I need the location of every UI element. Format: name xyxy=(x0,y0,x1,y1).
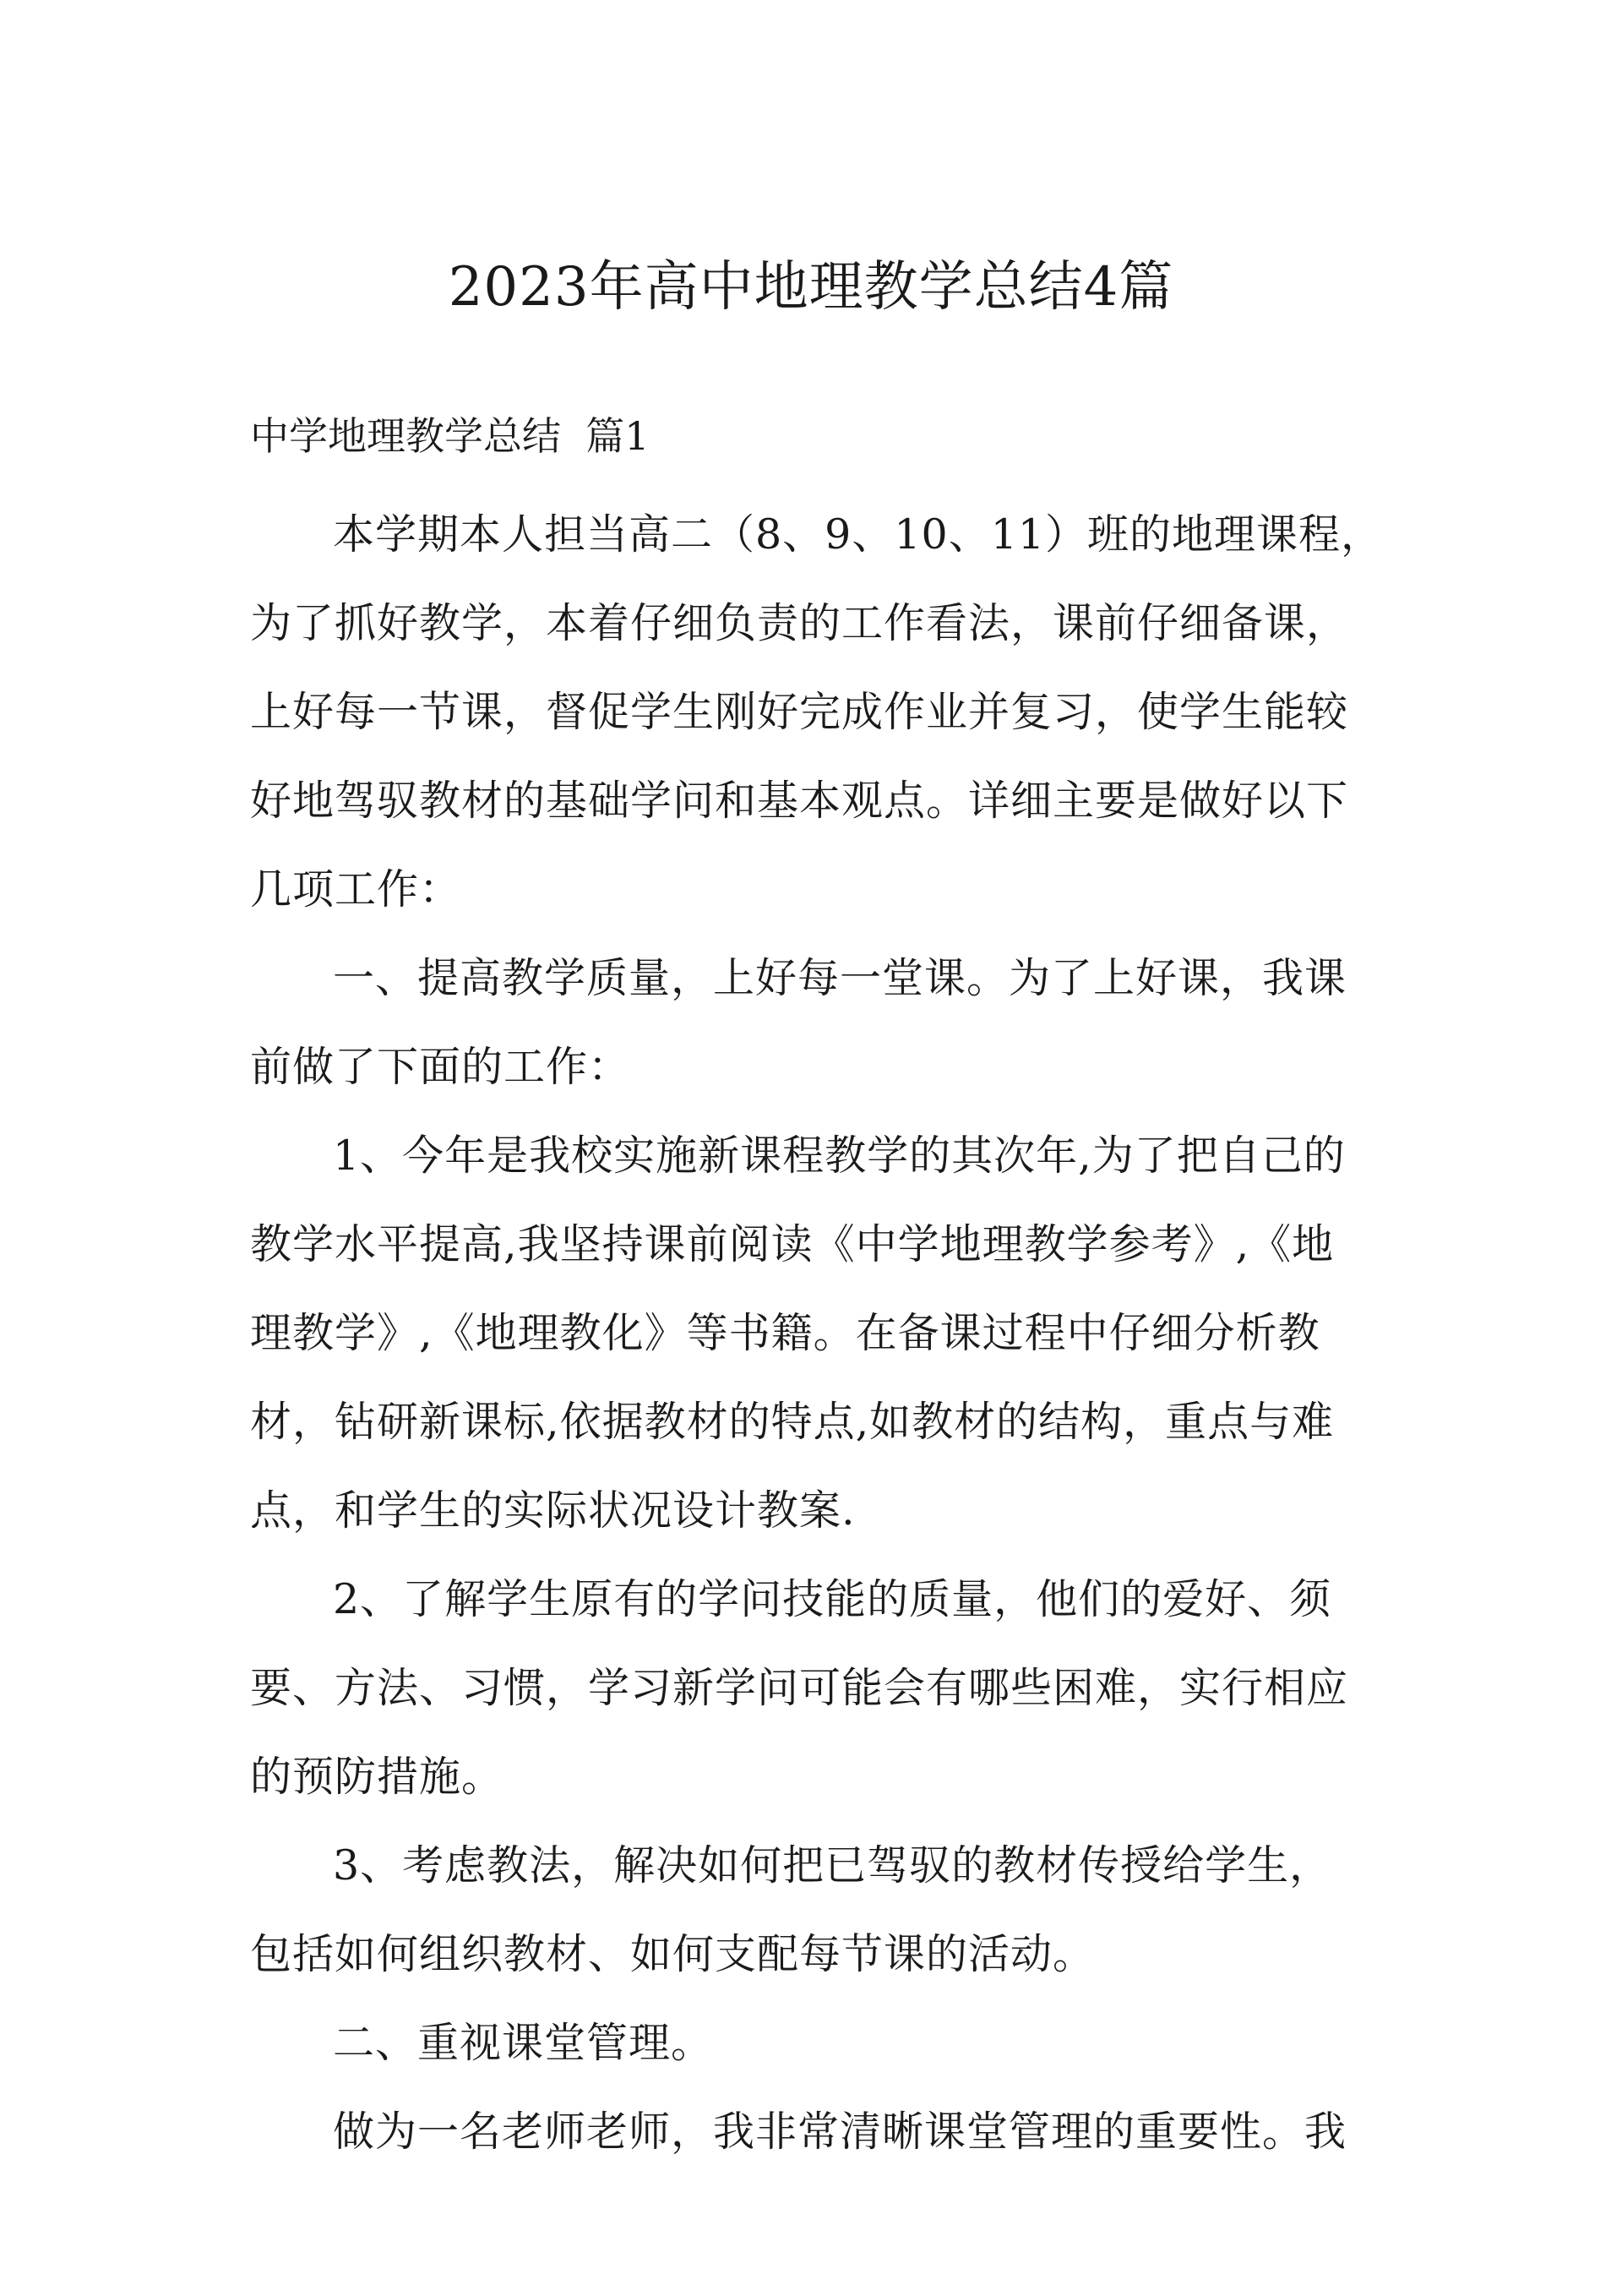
body-line: 3、考虑教法，解决如何把已驾驭的教材传授给学生， xyxy=(333,1841,1332,1890)
document-title: 2023年高中地理教学总结4篇 xyxy=(448,256,1174,319)
body-line: 本学期本人担当高二（8、9、10、11）班的地理课程， xyxy=(333,510,1384,559)
body-line: 二、重视课堂管理。 xyxy=(333,2019,714,2067)
body-line: 一、提高教学质量，上好每一堂课。为了上好课，我课 xyxy=(333,954,1347,1002)
section-heading: 中学地理教学总结 篇1 xyxy=(250,413,650,459)
body-line: 包括如何组织教材、如何支配每节课的活动。 xyxy=(250,1930,1096,1978)
body-line: 材，钻研新课标,依据教材的特点,如教材的结构，重点与难 xyxy=(250,1398,1335,1446)
body-line: 为了抓好教学，本着仔细负责的工作看法，课前仔细备课， xyxy=(250,599,1349,647)
body-line: 好地驾驭教材的基础学问和基本观点。详细主要是做好以下 xyxy=(250,777,1349,825)
body-line: 2、了解学生原有的学问技能的质量，他们的爱好、须 xyxy=(333,1575,1332,1623)
body-line: 教学水平提高,我坚持课前阅读《中学地理教学参考》,《地 xyxy=(250,1220,1335,1268)
body-line: 1、今年是我校实施新课程教学的其次年,为了把自己的 xyxy=(333,1132,1346,1180)
body-line: 几项工作： xyxy=(250,865,462,913)
body-line: 的预防措施。 xyxy=(250,1753,504,1801)
body-line: 做为一名老师老师，我非常清晰课堂管理的重要性。我 xyxy=(333,2108,1347,2156)
body-line: 前做了下面的工作： xyxy=(250,1043,631,1091)
document-body xyxy=(250,490,1382,2176)
body-line: 要、方法、习惯，学习新学问可能会有哪些困难，实行相应 xyxy=(250,1664,1349,1712)
body-line: 点，和学生的实际状况设计教案. xyxy=(250,1486,856,1535)
body-line: 理教学》,《地理教化》等书籍。在备课过程中仔细分析教 xyxy=(250,1309,1320,1357)
body-line: 上好每一节课，督促学生刚好完成作业并复习，使学生能较 xyxy=(250,688,1349,736)
